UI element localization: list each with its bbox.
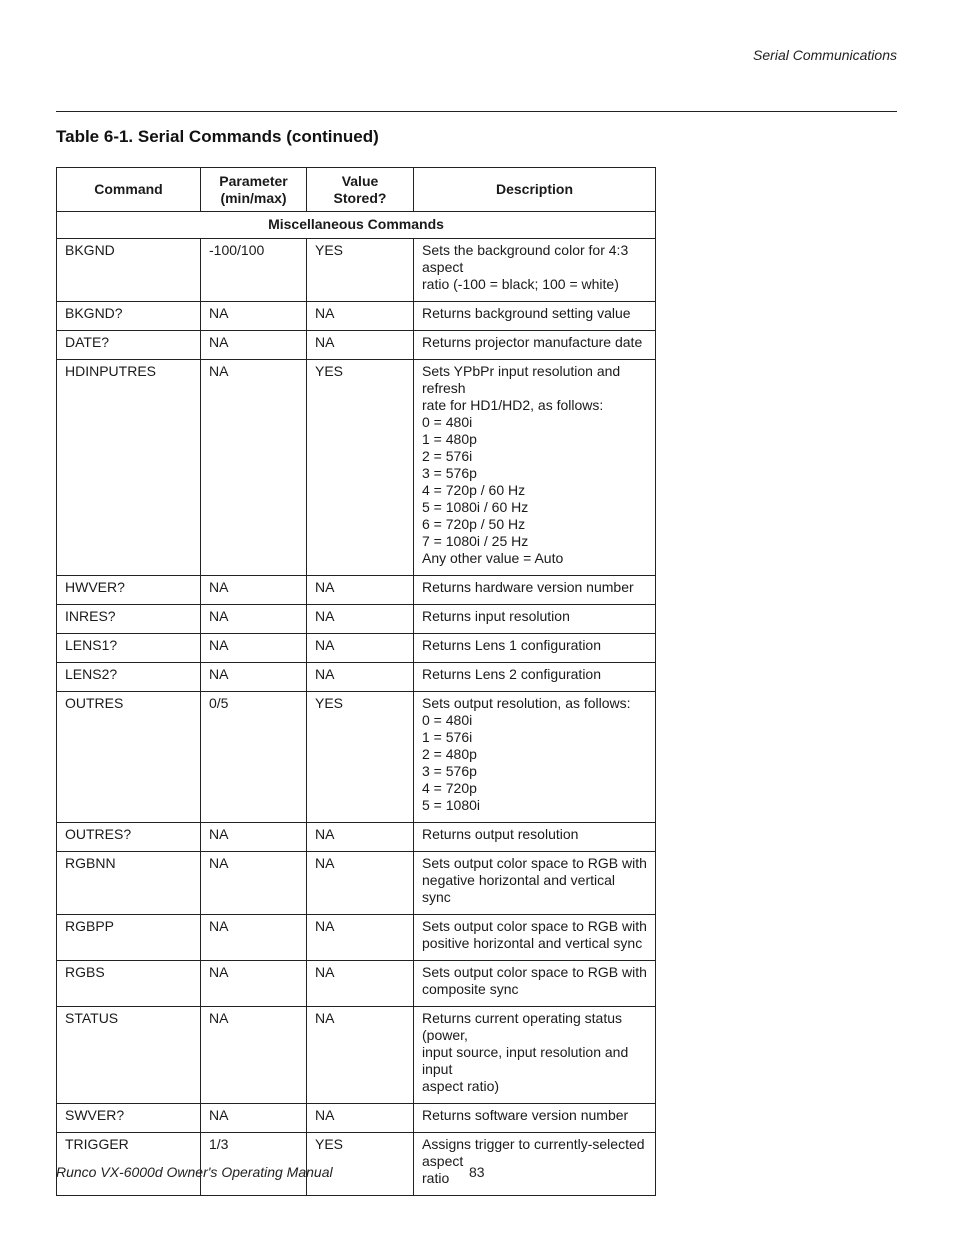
table-row bbox=[57, 360, 656, 576]
cell-description bbox=[414, 302, 656, 331]
cell-stored: YES bbox=[307, 239, 414, 302]
table-row bbox=[57, 576, 656, 605]
description-line: Sets output color space to RGB with bbox=[422, 855, 647, 871]
cell-param: NA bbox=[201, 961, 307, 1007]
description-line: 0 = 480i bbox=[422, 414, 473, 430]
header-rule bbox=[56, 111, 897, 112]
cell-param: -100/100 bbox=[201, 239, 307, 302]
running-head: Serial Communications bbox=[753, 47, 897, 63]
description-line: Sets output color space to RGB with bbox=[422, 964, 647, 980]
cell-stored: NA bbox=[307, 331, 414, 360]
cell-command: BKGND bbox=[57, 239, 201, 302]
description-line: 2 = 480p bbox=[422, 746, 477, 762]
cell-stored: NA bbox=[307, 915, 414, 961]
column-header-line: (min/max) bbox=[220, 189, 287, 206]
cell-stored: NA bbox=[307, 605, 414, 634]
description-line: composite sync bbox=[422, 981, 519, 997]
table-row bbox=[57, 823, 656, 852]
description-line: Sets output resolution, as follows: bbox=[422, 695, 631, 711]
cell-description bbox=[414, 605, 656, 634]
cell-stored: NA bbox=[307, 576, 414, 605]
table-row bbox=[57, 1104, 656, 1133]
description-line: Returns background setting value bbox=[422, 305, 631, 321]
cell-command: HWVER? bbox=[57, 576, 201, 605]
cell-stored: NA bbox=[307, 663, 414, 692]
cell-param: NA bbox=[201, 605, 307, 634]
cell-command: DATE? bbox=[57, 331, 201, 360]
description-line: Returns projector manufacture date bbox=[422, 334, 643, 350]
description-line: Returns input resolution bbox=[422, 608, 570, 624]
table-row bbox=[57, 1007, 656, 1104]
description-line: Returns current operating status (power, bbox=[422, 1010, 622, 1043]
description-line: 2 = 576i bbox=[422, 448, 473, 464]
description-line: 5 = 1080i / 60 Hz bbox=[422, 499, 529, 515]
footer-manual-title: Runco VX-6000d Owner's Operating Manual bbox=[56, 1164, 333, 1180]
cell-description bbox=[414, 663, 656, 692]
cell-description bbox=[414, 331, 656, 360]
description-line: Assigns trigger to currently-selected aspect bbox=[422, 1136, 645, 1169]
cell-stored: YES bbox=[307, 1133, 414, 1196]
cell-stored: NA bbox=[307, 634, 414, 663]
description-line: 1 = 480p bbox=[422, 431, 477, 447]
cell-stored: NA bbox=[307, 302, 414, 331]
description-line: Returns Lens 1 configuration bbox=[422, 637, 601, 653]
cell-command: HDINPUTRES bbox=[57, 360, 201, 576]
cell-param: NA bbox=[201, 1007, 307, 1104]
cell-description bbox=[414, 961, 656, 1007]
cell-stored: NA bbox=[307, 961, 414, 1007]
cell-param: NA bbox=[201, 663, 307, 692]
description-line: 1 = 576i bbox=[422, 729, 473, 745]
column-header-line: Parameter bbox=[219, 172, 288, 189]
cell-description bbox=[414, 576, 656, 605]
table-row bbox=[57, 634, 656, 663]
cell-stored: YES bbox=[307, 360, 414, 576]
cell-stored: NA bbox=[307, 823, 414, 852]
cell-command: OUTRES? bbox=[57, 823, 201, 852]
description-line: 6 = 720p / 50 Hz bbox=[422, 516, 526, 532]
description-line: Sets output color space to RGB with bbox=[422, 918, 647, 934]
description-line: negative horizontal and vertical sync bbox=[422, 872, 616, 905]
cell-command: INRES? bbox=[57, 605, 201, 634]
description-line: ratio (-100 = black; 100 = white) bbox=[422, 276, 619, 292]
cell-command: OUTRES bbox=[57, 692, 201, 823]
cell-command: RGBS bbox=[57, 961, 201, 1007]
footer-page-number: 83 bbox=[469, 1164, 485, 1180]
cell-command: LENS1? bbox=[57, 634, 201, 663]
description-line: 3 = 576p bbox=[422, 465, 477, 481]
serial-commands-table bbox=[56, 167, 656, 1196]
cell-description bbox=[414, 1133, 656, 1196]
cell-command: STATUS bbox=[57, 1007, 201, 1104]
cell-command: RGBNN bbox=[57, 852, 201, 915]
table-body bbox=[57, 212, 656, 1196]
cell-param: 0/5 bbox=[201, 692, 307, 823]
description-line: 7 = 1080i / 25 Hz bbox=[422, 533, 529, 549]
section-title: Miscellaneous Commands bbox=[57, 212, 656, 239]
description-line: 4 = 720p bbox=[422, 780, 477, 796]
column-header-value-stored bbox=[307, 168, 414, 212]
table-row bbox=[57, 692, 656, 823]
cell-param: NA bbox=[201, 331, 307, 360]
cell-description bbox=[414, 852, 656, 915]
description-line: Returns software version number bbox=[422, 1107, 629, 1123]
description-line: positive horizontal and vertical sync bbox=[422, 935, 643, 951]
cell-param: NA bbox=[201, 915, 307, 961]
description-line: ratio bbox=[422, 1170, 450, 1186]
cell-description bbox=[414, 915, 656, 961]
description-line: 3 = 576p bbox=[422, 763, 477, 779]
description-line: Any other value = Auto bbox=[422, 550, 564, 566]
column-header-line: Description bbox=[495, 181, 573, 197]
column-header-description bbox=[414, 168, 656, 212]
cell-description bbox=[414, 1104, 656, 1133]
description-line: Sets YPbPr input resolution and refresh bbox=[422, 363, 621, 396]
description-line: 4 = 720p / 60 Hz bbox=[422, 482, 526, 498]
column-header-line: Command bbox=[94, 181, 163, 197]
cell-command: BKGND? bbox=[57, 302, 201, 331]
cell-description bbox=[414, 1007, 656, 1104]
cell-param: NA bbox=[201, 823, 307, 852]
column-header-line: Value bbox=[341, 172, 379, 189]
table-row bbox=[57, 915, 656, 961]
description-line: Sets the background color for 4:3 aspect bbox=[422, 242, 629, 275]
cell-param: NA bbox=[201, 360, 307, 576]
cell-command: RGBPP bbox=[57, 915, 201, 961]
cell-stored: NA bbox=[307, 852, 414, 915]
column-header-command bbox=[57, 168, 201, 212]
table-caption: Table 6-1. Serial Commands (continued) bbox=[56, 127, 379, 146]
section-row bbox=[57, 212, 656, 239]
cell-description bbox=[414, 823, 656, 852]
table-row bbox=[57, 331, 656, 360]
cell-stored: NA bbox=[307, 1007, 414, 1104]
cell-description bbox=[414, 239, 656, 302]
cell-param: NA bbox=[201, 576, 307, 605]
cell-param: NA bbox=[201, 1104, 307, 1133]
description-line: Returns hardware version number bbox=[422, 579, 634, 595]
cell-stored: NA bbox=[307, 1104, 414, 1133]
table-row bbox=[57, 302, 656, 331]
cell-param: NA bbox=[201, 852, 307, 915]
description-line: Returns output resolution bbox=[422, 826, 579, 842]
description-line: 5 = 1080i bbox=[422, 797, 480, 813]
table-row bbox=[57, 605, 656, 634]
table-row bbox=[57, 663, 656, 692]
table-row bbox=[57, 239, 656, 302]
description-line: aspect ratio) bbox=[422, 1078, 500, 1094]
column-header-parameter bbox=[201, 168, 307, 212]
cell-command: TRIGGER bbox=[57, 1133, 201, 1196]
cell-description bbox=[414, 692, 656, 823]
column-header-line: Stored? bbox=[333, 189, 387, 206]
table-row bbox=[57, 852, 656, 915]
description-line: rate for HD1/HD2, as follows: bbox=[422, 397, 604, 413]
description-line: input source, input resolution and input bbox=[422, 1044, 629, 1077]
cell-param: NA bbox=[201, 634, 307, 663]
description-line: 0 = 480i bbox=[422, 712, 473, 728]
cell-command: SWVER? bbox=[57, 1104, 201, 1133]
cell-stored: YES bbox=[307, 692, 414, 823]
table-header-row bbox=[57, 168, 656, 212]
cell-param: 1/3 bbox=[201, 1133, 307, 1196]
cell-description bbox=[414, 634, 656, 663]
cell-param: NA bbox=[201, 302, 307, 331]
table-row bbox=[57, 961, 656, 1007]
description-line: Returns Lens 2 configuration bbox=[422, 666, 601, 682]
cell-command: LENS2? bbox=[57, 663, 201, 692]
cell-description bbox=[414, 360, 656, 576]
